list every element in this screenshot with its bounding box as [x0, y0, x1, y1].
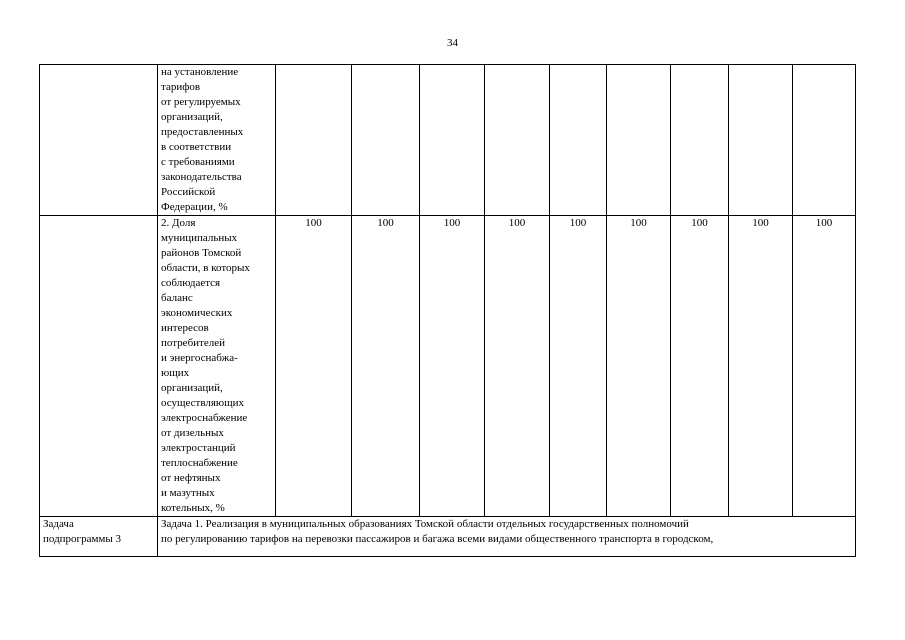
value-cell: 100	[729, 216, 793, 517]
value-cell	[671, 65, 729, 216]
value-cell: 100	[671, 216, 729, 517]
table-row	[40, 216, 856, 517]
task-row	[40, 517, 856, 557]
value-cell: 100	[352, 216, 420, 517]
value-cell	[420, 65, 485, 216]
indicators-table	[39, 64, 856, 557]
indicator-cell: на установление тарифов от регулируемых организаций, предоставленных в соответствии с требованиями законодательства Российской Федерации, %	[158, 65, 276, 216]
task-label-cell: Задача подпрограммы 3	[40, 517, 158, 557]
value-cell: 100	[276, 216, 352, 517]
value-cell: 100	[485, 216, 550, 517]
value-cell	[550, 65, 607, 216]
value-cell	[729, 65, 793, 216]
value-cell	[607, 65, 671, 216]
value-cell	[793, 65, 856, 216]
task-description-cell: Задача 1. Реализация в муниципальных образованиях Томской области отдельных государственных полномочий по регулированию тарифов на перевозки пассажиров и багажа всеми видами общественного транспорта в городском,	[158, 517, 856, 557]
value-cell	[352, 65, 420, 216]
indicator-cell: 2. Доля муниципальных районов Томской области, в которых соблюдается баланс экономических интересов потребителей и энергоснабжа- ющих организаций, осуществляющих электроснабжение от дизельных электростанций теплоснабжение от нефтяных и мазутных котельных, %	[158, 216, 276, 517]
value-cell: 100	[607, 216, 671, 517]
value-cell: 100	[793, 216, 856, 517]
row-label-cell	[40, 216, 158, 517]
table-row	[40, 65, 856, 216]
value-cell	[485, 65, 550, 216]
row-label-cell	[40, 65, 158, 216]
page-number: 34	[447, 37, 458, 49]
value-cell: 100	[420, 216, 485, 517]
value-cell: 100	[550, 216, 607, 517]
value-cell	[276, 65, 352, 216]
